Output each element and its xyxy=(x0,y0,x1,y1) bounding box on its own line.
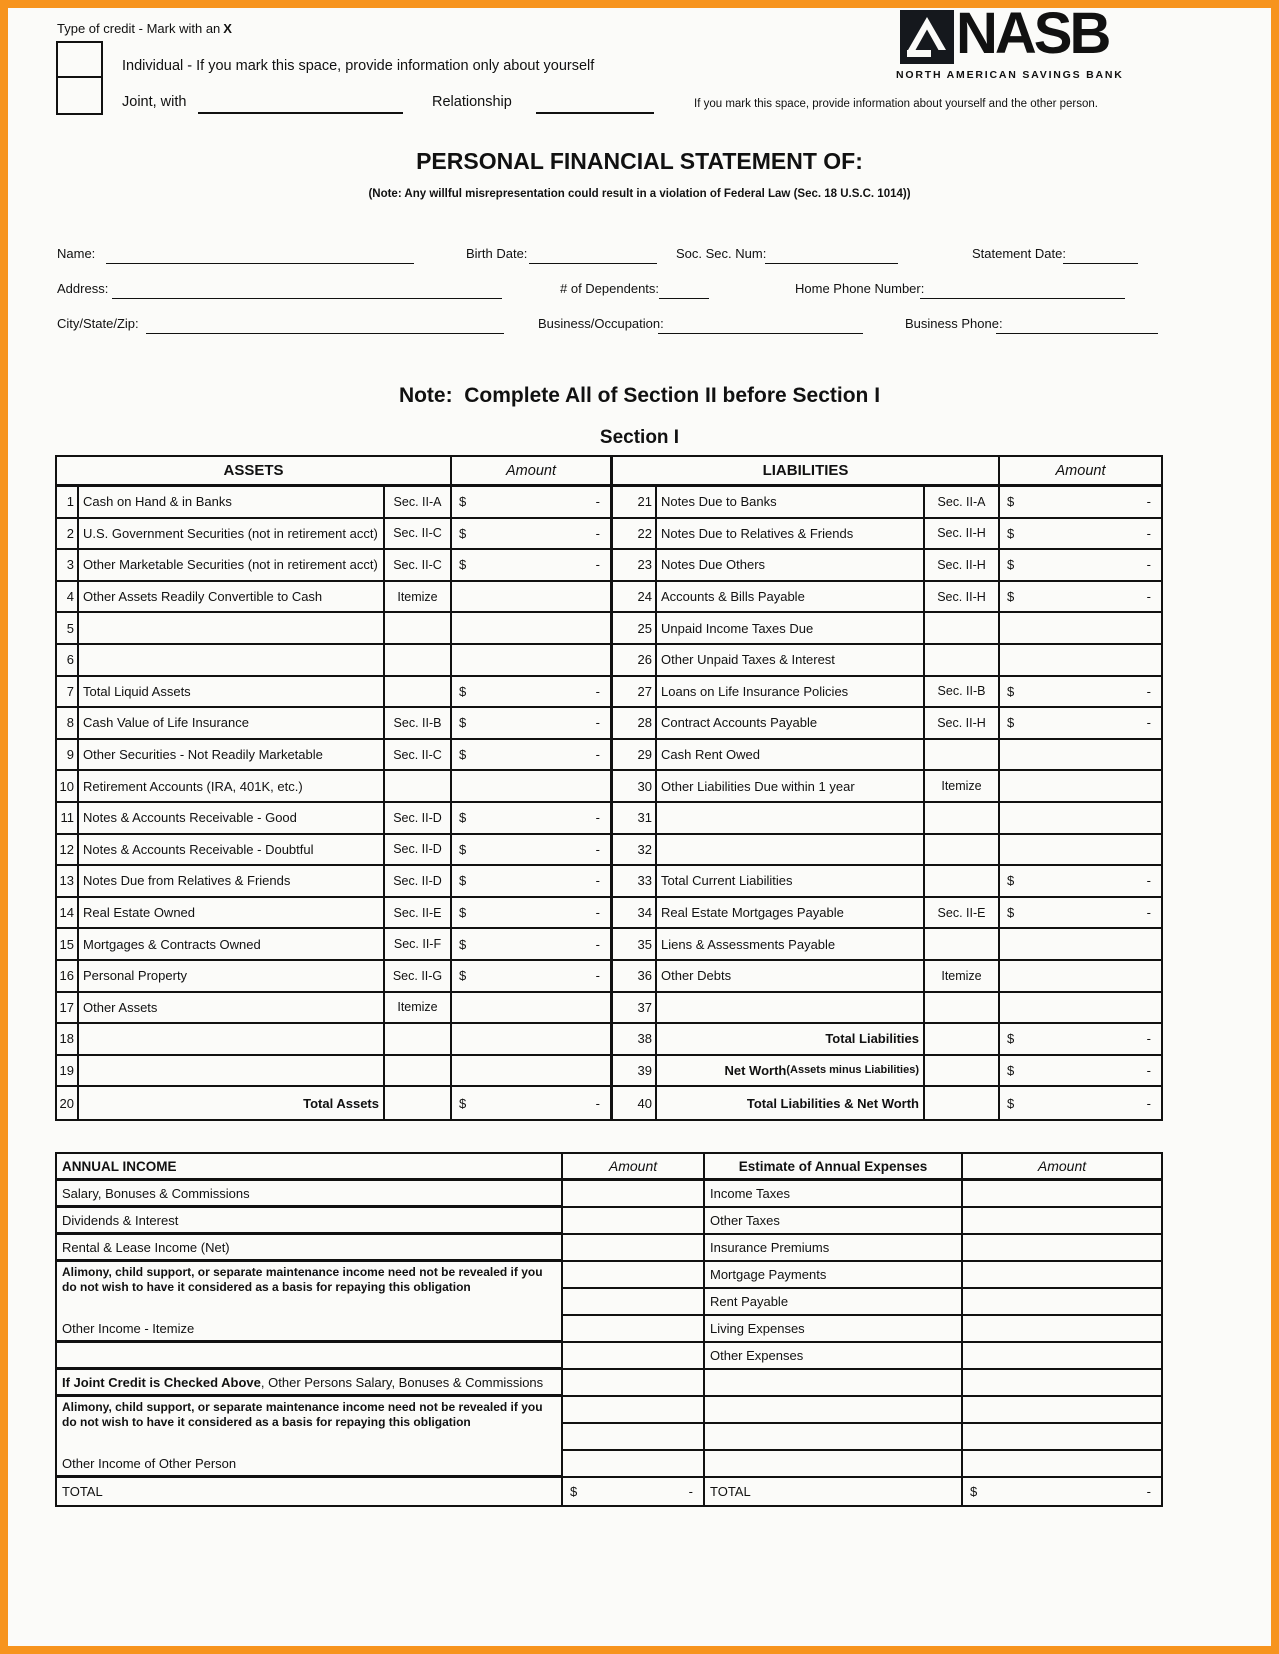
city-state-zip-label: City/State/Zip: xyxy=(57,316,139,331)
income-row-3-label: Rental & Lease Income (Net) xyxy=(57,1235,561,1262)
asset-14-section-ref: Sec. II-E xyxy=(385,898,452,930)
liability-29-amount-cell[interactable] xyxy=(1000,740,1161,772)
expense-amount-cell[interactable] xyxy=(963,1397,1161,1424)
asset-9-label: Other Securities - Not Readily Marketable xyxy=(79,740,385,772)
income-row-2-label: Dividends & Interest xyxy=(57,1208,561,1235)
liability-36-section-ref: Itemize xyxy=(925,961,1000,993)
expense-amount-column xyxy=(963,1154,1161,1505)
asset-7-section-ref xyxy=(385,677,452,709)
liability-row-number: 29 xyxy=(613,740,657,772)
asset-6-amount-cell[interactable] xyxy=(452,645,613,677)
asset-9-section-ref: Sec. II-C xyxy=(385,740,452,772)
expense-row-3-label: Insurance Premiums xyxy=(705,1235,961,1262)
type-of-credit-x: X xyxy=(223,21,232,36)
asset-8-amount-cell[interactable]: $ - xyxy=(452,708,613,740)
dependents-input-line[interactable] xyxy=(659,281,709,299)
expense-row-6-label: Living Expenses xyxy=(705,1316,961,1343)
liability-35-label: Liens & Assessments Payable xyxy=(657,929,925,961)
liability-22-label: Notes Due to Relatives & Friends xyxy=(657,519,925,551)
liability-30-section-ref: Itemize xyxy=(925,771,1000,803)
asset-3-label: Other Marketable Securities (not in retirement acct) xyxy=(79,550,385,582)
asset-4-amount-cell[interactable] xyxy=(452,582,613,614)
income-amount-header: Amount xyxy=(563,1154,703,1181)
liability-row-number: 26 xyxy=(613,645,657,677)
personal-info-row-2 xyxy=(8,281,1271,303)
asset-row-number: 7 xyxy=(57,677,79,709)
liability-28-section-ref: Sec. II-H xyxy=(925,708,1000,740)
joint-note-text: If you mark this space, provide information about yourself and the other person. xyxy=(694,98,1098,110)
asset-9-amount-cell[interactable]: $ - xyxy=(452,740,613,772)
asset-14-amount-cell[interactable]: $ - xyxy=(452,898,613,930)
expense-row-2-label: Other Taxes xyxy=(705,1208,961,1235)
asset-19-label xyxy=(79,1056,385,1088)
liability-row-number: 36 xyxy=(613,961,657,993)
asset-row-number: 16 xyxy=(57,961,79,993)
liability-39-section-ref xyxy=(925,1056,1000,1088)
liability-35-section-ref xyxy=(925,929,1000,961)
asset-11-section-ref: Sec. II-D xyxy=(385,803,452,835)
asset-17-amount-cell[interactable] xyxy=(452,993,613,1025)
expense-amount-header: Amount xyxy=(963,1154,1161,1181)
asset-16-section-ref: Sec. II-G xyxy=(385,961,452,993)
liability-21-label: Notes Due to Banks xyxy=(657,487,925,519)
liability-row-number: 32 xyxy=(613,835,657,867)
liability-39-label: Net Worth (Assets minus Liabilities) xyxy=(657,1056,925,1088)
liability-25-amount-cell[interactable] xyxy=(1000,613,1161,645)
liability-37-label xyxy=(657,993,925,1025)
nasb-logo-subtitle: NORTH AMERICAN SAVINGS BANK xyxy=(896,69,1124,81)
asset-4-label: Other Assets Readily Convertible to Cash xyxy=(79,582,385,614)
expense-row-8-label xyxy=(705,1370,961,1397)
income-amount-cell[interactable] xyxy=(563,1235,703,1262)
asset-2-amount-cell[interactable]: $ - xyxy=(452,519,613,551)
liability-24-amount-cell[interactable]: $ - xyxy=(1000,582,1161,614)
liability-27-label: Loans on Life Insurance Policies xyxy=(657,677,925,709)
asset-12-amount-cell[interactable]: $ - xyxy=(452,835,613,867)
page-title: PERSONAL FINANCIAL STATEMENT OF: xyxy=(416,148,863,174)
income-row-5-label xyxy=(57,1343,561,1370)
asset-13-section-ref: Sec. II-D xyxy=(385,866,452,898)
relationship-input-line[interactable] xyxy=(536,94,654,114)
expense-amount-cell[interactable] xyxy=(963,1343,1161,1370)
statement-date-label: Statement Date: xyxy=(972,246,1066,261)
liability-22-amount-cell[interactable]: $ - xyxy=(1000,519,1161,551)
liability-row-number: 30 xyxy=(613,771,657,803)
liability-27-section-ref: Sec. II-B xyxy=(925,677,1000,709)
income-row-7-label: Alimony, child support, or separate maintenance income need not be revealed if you do not wish to have it considered as a basis for repaying this obligation Other Income of Other Person xyxy=(57,1397,561,1478)
section-note-heading: Note: Complete All of Section II before Section I xyxy=(398,384,881,407)
liability-row-number: 34 xyxy=(613,898,657,930)
expense-row-10-label xyxy=(705,1424,961,1451)
asset-11-amount-cell[interactable]: $ - xyxy=(452,803,613,835)
liability-38-label: Total Liabilities xyxy=(657,1024,925,1056)
liabilities-header: LIABILITIES xyxy=(613,457,1000,487)
assets-amount-header: Amount xyxy=(452,457,613,487)
expense-amount-cell[interactable] xyxy=(963,1208,1161,1235)
personal-info-row-3 xyxy=(8,316,1271,338)
individual-checkbox[interactable] xyxy=(56,41,103,78)
asset-row-number: 13 xyxy=(57,866,79,898)
asset-1-section-ref: Sec. II-A xyxy=(385,487,452,519)
liability-22-section-ref: Sec. II-H xyxy=(925,519,1000,551)
asset-row-number: 18 xyxy=(57,1024,79,1056)
expense-amount-cell[interactable] xyxy=(963,1451,1161,1478)
asset-row-number: 20 xyxy=(57,1087,79,1119)
assets-header: ASSETS xyxy=(57,457,452,487)
expense-amount-cell[interactable]: $ - xyxy=(970,1484,1151,1499)
asset-18-amount-cell[interactable] xyxy=(452,1024,613,1056)
income-amount-cell[interactable] xyxy=(563,1397,703,1424)
annual-income-table xyxy=(55,1152,1163,1507)
liability-34-label: Real Estate Mortgages Payable xyxy=(657,898,925,930)
income-amount-cell[interactable] xyxy=(563,1343,703,1370)
income-row-6-label: If Joint Credit is Checked Above, Other Persons Salary, Bonuses & Commissions xyxy=(57,1370,561,1397)
liability-26-amount-cell[interactable] xyxy=(1000,645,1161,677)
income-amount-cell[interactable] xyxy=(563,1181,703,1208)
liability-37-section-ref xyxy=(925,993,1000,1025)
nasb-logo-text: NASB xyxy=(956,8,1109,66)
asset-20-label: Total Assets xyxy=(79,1087,385,1119)
expense-amount-cell[interactable] xyxy=(963,1262,1161,1289)
liability-26-label: Other Unpaid Taxes & Interest xyxy=(657,645,925,677)
asset-13-label: Notes Due from Relatives & Friends xyxy=(79,866,385,898)
home-phone-label: Home Phone Number: xyxy=(795,281,925,296)
asset-8-section-ref: Sec. II-B xyxy=(385,708,452,740)
liability-row-number: 33 xyxy=(613,866,657,898)
federal-law-note: (Note: Any willful misrepresentation could result in a violation of Federal Law (Sec. 18 U.S.C. 1014)) xyxy=(368,188,911,200)
relationship-label: Relationship xyxy=(432,94,512,110)
asset-18-section-ref xyxy=(385,1024,452,1056)
income-amount-cell[interactable] xyxy=(563,1424,703,1451)
address-input-line[interactable] xyxy=(112,281,502,299)
asset-row-number: 3 xyxy=(57,550,79,582)
liability-row-number: 35 xyxy=(613,929,657,961)
liability-40-label: Total Liabilities & Net Worth xyxy=(657,1087,925,1119)
income-row-1-label: Salary, Bonuses & Commissions xyxy=(57,1181,561,1208)
liability-40-section-ref xyxy=(925,1087,1000,1119)
liability-21-section-ref: Sec. II-A xyxy=(925,487,1000,519)
asset-row-number: 15 xyxy=(57,929,79,961)
asset-16-label: Personal Property xyxy=(79,961,385,993)
name-input-line[interactable] xyxy=(106,246,414,264)
liability-34-amount-cell[interactable]: $ - xyxy=(1000,898,1161,930)
birth-date-input-line[interactable] xyxy=(529,246,657,264)
liability-32-label xyxy=(657,835,925,867)
name-label: Name: xyxy=(57,246,96,261)
liability-28-label: Contract Accounts Payable xyxy=(657,708,925,740)
nasb-logo-icon xyxy=(900,10,954,69)
asset-3-amount-cell[interactable]: $ - xyxy=(452,550,613,582)
expense-amount-cell[interactable] xyxy=(963,1289,1161,1316)
asset-15-section-ref: Sec. II-F xyxy=(385,929,452,961)
asset-17-label: Other Assets xyxy=(79,993,385,1025)
liabilities-amount-header: Amount xyxy=(1000,457,1161,487)
liability-row-number: 27 xyxy=(613,677,657,709)
liability-33-section-ref xyxy=(925,866,1000,898)
asset-row-number: 6 xyxy=(57,645,79,677)
expense-amount-cell[interactable] xyxy=(963,1316,1161,1343)
individual-option-label: Individual - If you mark this space, provide information only about yourself xyxy=(122,58,595,74)
birth-date-label: Birth Date: xyxy=(466,246,528,261)
asset-row-number: 11 xyxy=(57,803,79,835)
asset-7-amount-cell[interactable]: $ - xyxy=(452,677,613,709)
liability-21-amount-cell[interactable]: $ - xyxy=(1000,487,1161,519)
expense-row-12-label: TOTAL xyxy=(710,1484,751,1499)
expense-column xyxy=(705,1154,963,1505)
income-amount-cell[interactable]: $ - xyxy=(570,1484,693,1499)
liability-row-number: 40 xyxy=(613,1087,657,1119)
liability-24-section-ref: Sec. II-H xyxy=(925,582,1000,614)
income-row-4-label: Alimony, child support, or separate maintenance income need not be revealed if you do not wish to have it considered as a basis for repaying this obligation Other Income - Itemize xyxy=(57,1262,561,1343)
asset-row-number: 17 xyxy=(57,993,79,1025)
liability-23-label: Notes Due Others xyxy=(657,550,925,582)
expense-header: Estimate of Annual Expenses xyxy=(705,1154,961,1181)
expense-amount-cell[interactable] xyxy=(963,1235,1161,1262)
dependents-label: # of Dependents: xyxy=(560,281,660,296)
asset-5-section-ref xyxy=(385,613,452,645)
liability-36-amount-cell[interactable] xyxy=(1000,961,1161,993)
liability-row-number: 38 xyxy=(613,1024,657,1056)
asset-11-label: Notes & Accounts Receivable - Good xyxy=(79,803,385,835)
liability-37-amount-cell[interactable] xyxy=(1000,993,1161,1025)
asset-18-label xyxy=(79,1024,385,1056)
liability-row-number: 25 xyxy=(613,613,657,645)
form-sheet xyxy=(8,8,1271,1646)
expense-row-9-label xyxy=(705,1397,961,1424)
income-column xyxy=(57,1154,563,1505)
asset-row-number: 9 xyxy=(57,740,79,772)
joint-option-label: Joint, with xyxy=(122,94,187,110)
liability-row-number: 28 xyxy=(613,708,657,740)
ssn-label: Soc. Sec. Num: xyxy=(676,246,767,261)
expense-amount-cell[interactable] xyxy=(963,1370,1161,1397)
ssn-input-line[interactable] xyxy=(765,246,898,264)
liability-26-section-ref xyxy=(925,645,1000,677)
liability-40-amount-cell[interactable]: $ - xyxy=(1007,1095,1151,1111)
liability-row-number: 39 xyxy=(613,1056,657,1088)
liability-36-label: Other Debts xyxy=(657,961,925,993)
income-amount-cell[interactable] xyxy=(563,1370,703,1397)
asset-6-section-ref xyxy=(385,645,452,677)
expense-row-5-label: Rent Payable xyxy=(705,1289,961,1316)
expense-amount-cell[interactable] xyxy=(963,1424,1161,1451)
liability-31-amount-cell[interactable] xyxy=(1000,803,1161,835)
expense-amount-cell[interactable] xyxy=(963,1181,1161,1208)
liability-30-label: Other Liabilities Due within 1 year xyxy=(657,771,925,803)
income-amount-cell[interactable] xyxy=(563,1208,703,1235)
asset-row-number: 1 xyxy=(57,487,79,519)
asset-13-amount-cell[interactable]: $ - xyxy=(452,866,613,898)
asset-3-section-ref: Sec. II-C xyxy=(385,550,452,582)
asset-5-label xyxy=(79,613,385,645)
liability-row-number: 31 xyxy=(613,803,657,835)
liability-38-section-ref xyxy=(925,1024,1000,1056)
asset-4-section-ref: Itemize xyxy=(385,582,452,614)
asset-17-section-ref: Itemize xyxy=(385,993,452,1025)
liability-31-section-ref xyxy=(925,803,1000,835)
type-of-credit-text: Type of credit - Mark with an xyxy=(57,21,221,36)
asset-12-section-ref: Sec. II-D xyxy=(385,835,452,867)
liability-23-section-ref: Sec. II-H xyxy=(925,550,1000,582)
income-amount-column xyxy=(563,1154,705,1505)
joint-with-input-line[interactable] xyxy=(198,94,403,114)
personal-info-row-1 xyxy=(8,246,1271,268)
asset-row-number: 19 xyxy=(57,1056,79,1088)
asset-8-label: Cash Value of Life Insurance xyxy=(79,708,385,740)
asset-19-amount-cell[interactable] xyxy=(452,1056,613,1088)
address-label: Address: xyxy=(57,281,109,296)
section1-heading: Section I xyxy=(599,427,680,448)
liability-33-amount-cell[interactable]: $ - xyxy=(1000,866,1161,898)
asset-row-number: 2 xyxy=(57,519,79,551)
asset-1-label: Cash on Hand & in Banks xyxy=(79,487,385,519)
liability-23-amount-cell[interactable]: $ - xyxy=(1000,550,1161,582)
asset-10-label: Retirement Accounts (IRA, 401K, etc.) xyxy=(79,771,385,803)
expense-row-7-label: Other Expenses xyxy=(705,1343,961,1370)
expense-row-4-label: Mortgage Payments xyxy=(705,1262,961,1289)
type-of-credit-label xyxy=(57,21,232,36)
asset-7-label: Total Liquid Assets xyxy=(79,677,385,709)
liability-row-number: 24 xyxy=(613,582,657,614)
asset-14-label: Real Estate Owned xyxy=(79,898,385,930)
liability-row-number: 37 xyxy=(613,993,657,1025)
occupation-input-line[interactable] xyxy=(658,316,863,334)
income-amount-cell[interactable] xyxy=(563,1262,703,1289)
liability-row-number: 21 xyxy=(613,487,657,519)
joint-checkbox[interactable] xyxy=(56,76,103,115)
city-state-zip-input-line[interactable] xyxy=(146,316,504,334)
expense-row-11-label xyxy=(705,1451,961,1478)
asset-row-number: 12 xyxy=(57,835,79,867)
liability-31-label xyxy=(657,803,925,835)
liability-35-amount-cell[interactable] xyxy=(1000,929,1161,961)
asset-row-number: 10 xyxy=(57,771,79,803)
liability-38-amount-cell[interactable]: $ - xyxy=(1000,1024,1161,1056)
asset-2-label: U.S. Government Securities (not in retirement acct) xyxy=(79,519,385,551)
business-phone-input-line[interactable] xyxy=(996,316,1158,334)
income-amount-cell[interactable] xyxy=(563,1451,703,1478)
asset-15-label: Mortgages & Contracts Owned xyxy=(79,929,385,961)
income-row-8-label: TOTAL xyxy=(62,1484,103,1499)
liability-33-label: Total Current Liabilities xyxy=(657,866,925,898)
asset-20-amount-cell[interactable]: $ - xyxy=(452,1087,613,1119)
statement-date-input-line[interactable] xyxy=(1063,246,1138,264)
asset-10-amount-cell[interactable] xyxy=(452,771,613,803)
section1-table xyxy=(55,455,1163,1121)
occupation-label: Business/Occupation: xyxy=(538,316,664,331)
income-amount-cell[interactable] xyxy=(563,1289,703,1316)
home-phone-input-line[interactable] xyxy=(920,281,1125,299)
liability-29-section-ref xyxy=(925,740,1000,772)
expense-row-1-label: Income Taxes xyxy=(705,1181,961,1208)
asset-2-section-ref: Sec. II-C xyxy=(385,519,452,551)
liability-32-amount-cell[interactable] xyxy=(1000,835,1161,867)
liability-27-amount-cell[interactable]: $ - xyxy=(1000,677,1161,709)
liability-28-amount-cell[interactable]: $ - xyxy=(1000,708,1161,740)
liability-row-number: 23 xyxy=(613,550,657,582)
asset-19-section-ref xyxy=(385,1056,452,1088)
asset-6-label xyxy=(79,645,385,677)
liability-29-label: Cash Rent Owed xyxy=(657,740,925,772)
business-phone-label: Business Phone: xyxy=(905,316,1003,331)
income-amount-cell[interactable] xyxy=(563,1316,703,1343)
asset-row-number: 8 xyxy=(57,708,79,740)
liability-25-section-ref xyxy=(925,613,1000,645)
asset-row-number: 14 xyxy=(57,898,79,930)
liability-30-amount-cell[interactable] xyxy=(1000,771,1161,803)
liability-row-number: 22 xyxy=(613,519,657,551)
asset-10-section-ref xyxy=(385,771,452,803)
liability-32-section-ref xyxy=(925,835,1000,867)
asset-5-amount-cell[interactable] xyxy=(452,613,613,645)
asset-row-number: 5 xyxy=(57,613,79,645)
asset-16-amount-cell[interactable]: $ - xyxy=(452,961,613,993)
liability-25-label: Unpaid Income Taxes Due xyxy=(657,613,925,645)
asset-20-section-ref xyxy=(385,1087,452,1119)
liability-39-amount-cell[interactable]: $ - xyxy=(1000,1056,1161,1088)
liability-24-label: Accounts & Bills Payable xyxy=(657,582,925,614)
asset-15-amount-cell[interactable]: $ - xyxy=(452,929,613,961)
asset-1-amount-cell[interactable]: $ - xyxy=(452,487,613,519)
asset-row-number: 4 xyxy=(57,582,79,614)
asset-12-label: Notes & Accounts Receivable - Doubtful xyxy=(79,835,385,867)
annual-income-header: ANNUAL INCOME xyxy=(57,1154,561,1181)
liability-34-section-ref: Sec. II-E xyxy=(925,898,1000,930)
